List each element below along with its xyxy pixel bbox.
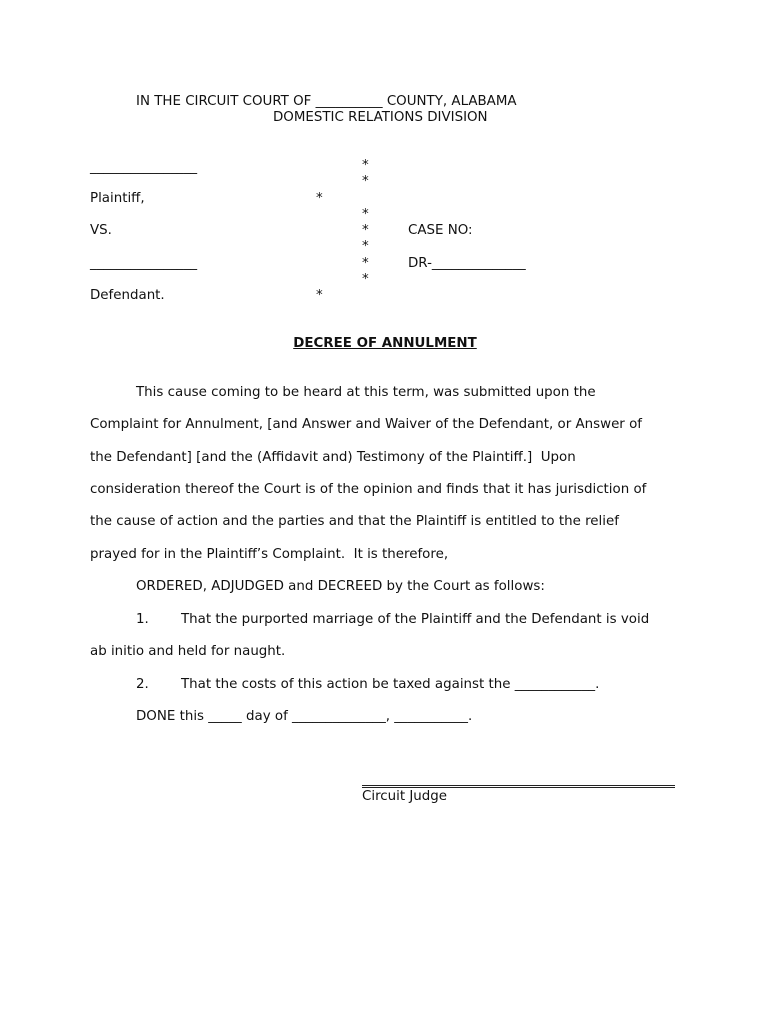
body-line: the cause of action and the parties and that the Plaintiff is entitled to the relief xyxy=(90,514,619,529)
item-2-number: 2. xyxy=(136,677,149,692)
body-line: Complaint for Annulment, [and Answer and Waiver of the Defendant, or Answer of xyxy=(90,417,642,432)
caption-asterisk: * xyxy=(362,272,369,287)
body-line: This cause coming to be heard at this term, was submitted upon the xyxy=(136,385,596,400)
plaintiff-name-blank: ________________ xyxy=(90,160,198,175)
defendant-label: Defendant. xyxy=(90,288,165,303)
signature-label: Circuit Judge xyxy=(362,789,448,804)
done-line: DONE this _____ day of ______________, ___________. xyxy=(136,709,473,724)
item-1-text: That the purported marriage of the Plaintiff and the Defendant is void xyxy=(181,612,650,627)
case-number-label: CASE NO: xyxy=(408,223,473,238)
body-line: the Defendant] [and the (Affidavit and) Testimony of the Plaintiff.] Upon xyxy=(90,450,576,465)
caption-asterisk: * xyxy=(362,239,369,254)
item-1-continuation: ab initio and held for naught. xyxy=(90,644,286,659)
document-title: DECREE OF ANNULMENT xyxy=(293,336,477,351)
caption-asterisk: * xyxy=(362,223,369,238)
caption-asterisk: * xyxy=(362,207,369,222)
item-2-text: That the costs of this action be taxed against the ____________. xyxy=(181,677,600,692)
caption-asterisk: * xyxy=(362,174,369,189)
court-heading: IN THE CIRCUIT COURT OF __________ COUNTY, ALABAMA xyxy=(136,94,517,109)
ordered-clause: ORDERED, ADJUDGED and DECREED by the Court as follows: xyxy=(136,579,545,594)
caption-asterisk: * xyxy=(362,158,369,173)
division-heading: DOMESTIC RELATIONS DIVISION xyxy=(273,110,488,125)
body-line: prayed for in the Plaintiff’s Complaint. It is therefore, xyxy=(90,547,449,562)
caption-asterisk: * xyxy=(316,288,323,303)
dr-number-field: DR-______________ xyxy=(408,256,526,271)
caption-asterisk: * xyxy=(362,256,369,271)
plaintiff-label: Plaintiff, xyxy=(90,191,145,206)
vs-label: VS. xyxy=(90,223,112,238)
signature-line xyxy=(362,785,675,788)
body-line: consideration thereof the Court is of the opinion and finds that it has jurisdiction of xyxy=(90,482,647,497)
caption-asterisk: * xyxy=(316,191,323,206)
defendant-name-blank: ________________ xyxy=(90,256,198,271)
item-1-number: 1. xyxy=(136,612,149,627)
